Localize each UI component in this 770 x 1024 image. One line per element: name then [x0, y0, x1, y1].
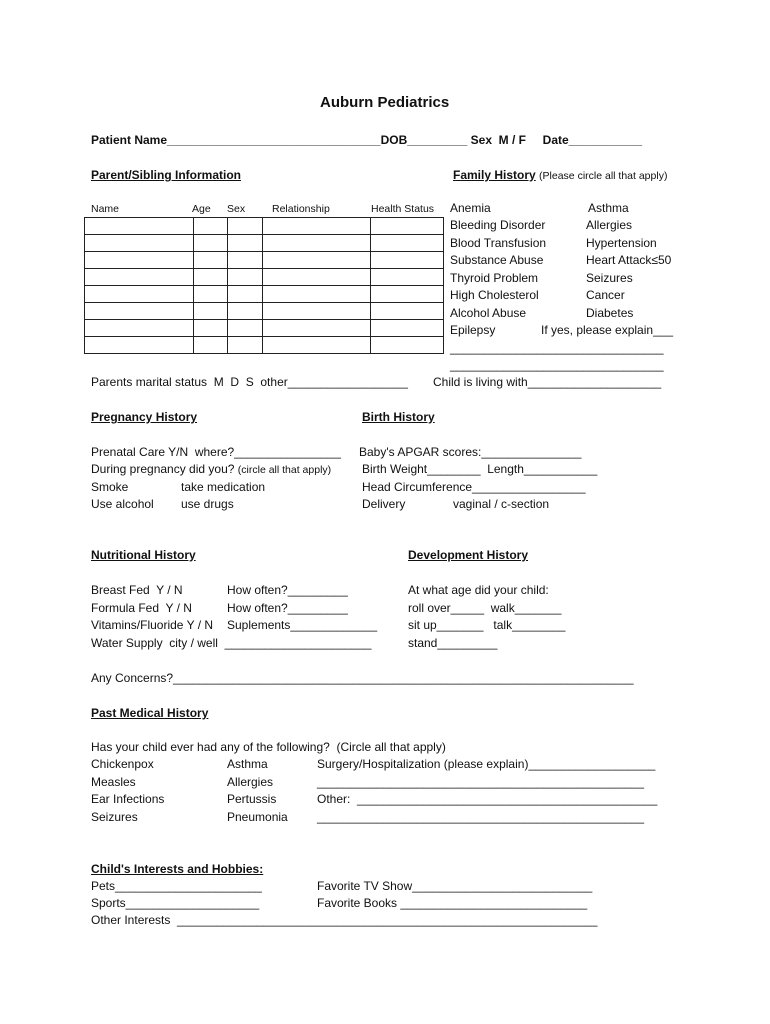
condition: Ear Infections	[91, 792, 165, 806]
table-row	[85, 235, 444, 252]
table-row	[85, 286, 444, 303]
take-medication: take medication	[181, 480, 266, 494]
suplements: Suplements_____________	[227, 618, 378, 632]
other-line: Other: _____________________________________________	[317, 792, 658, 806]
table-cell[interactable]	[85, 269, 194, 286]
table-cell[interactable]	[85, 235, 194, 252]
table-cell[interactable]	[228, 320, 263, 337]
use-alcohol: Use alcohol	[91, 497, 154, 511]
condition: Measles	[91, 775, 136, 789]
birth-weight: Birth Weight________ Length___________	[362, 462, 598, 476]
table-cell[interactable]	[371, 320, 444, 337]
surgery-hospitalization: Surgery/Hospitalization (please explain)___________________	[317, 757, 656, 771]
family-item: Bleeding Disorder	[450, 218, 546, 232]
family-item: Alcohol Abuse	[450, 306, 527, 320]
water-supply: Water Supply city / well ______________________	[91, 636, 372, 650]
table-cell[interactable]	[194, 252, 228, 269]
table-cell[interactable]	[228, 303, 263, 320]
table-cell[interactable]	[228, 269, 263, 286]
table-cell[interactable]	[228, 252, 263, 269]
table-cell[interactable]	[85, 252, 194, 269]
sports: Sports____________________	[91, 896, 260, 910]
family-item: Allergies	[586, 218, 633, 232]
table-cell[interactable]	[85, 218, 194, 235]
table-cell[interactable]	[194, 269, 228, 286]
table-cell[interactable]	[371, 252, 444, 269]
condition: Pneumonia	[227, 810, 288, 824]
table-row	[85, 320, 444, 337]
development-heading: Development History	[408, 548, 529, 562]
interests-heading: Child's Interests and Hobbies:	[91, 862, 264, 876]
col-sex: Sex	[227, 203, 246, 215]
page-title: Auburn Pediatrics	[320, 94, 450, 111]
table-cell[interactable]	[228, 218, 263, 235]
patient-info-line: Patient Name________________________________DOB_________ Sex M / F Date___________	[91, 133, 643, 147]
col-relationship: Relationship	[272, 203, 330, 215]
condition: Chickenpox	[91, 757, 154, 771]
table-cell[interactable]	[263, 303, 371, 320]
family-item: Seizures	[586, 271, 633, 285]
family-explain-line: ________________________________	[450, 358, 664, 372]
family-explain: If yes, please explain___	[541, 323, 674, 337]
condition: Asthma	[227, 757, 268, 771]
family-history-note: (Please circle all that apply)	[539, 170, 668, 182]
family-item: High Cholesterol	[450, 288, 539, 302]
favorite-tv: Favorite TV Show___________________________	[317, 879, 593, 893]
family-item: Thyroid Problem	[450, 271, 539, 285]
table-row	[85, 337, 444, 354]
delivery-options: vaginal / c-section	[453, 497, 550, 511]
any-concerns: Any Concerns?_____________________________________________________________________	[91, 671, 634, 685]
table-row	[85, 218, 444, 235]
stand: stand_________	[408, 636, 498, 650]
family-item: Hypertension	[586, 236, 657, 250]
table-cell[interactable]	[194, 286, 228, 303]
table-cell[interactable]	[194, 235, 228, 252]
development-question: At what age did your child:	[408, 583, 549, 597]
delivery: Delivery	[362, 497, 406, 511]
table-cell[interactable]	[85, 337, 194, 354]
during-pregnancy-wrap	[91, 462, 331, 477]
other-line-2: _________________________________________________	[317, 810, 645, 824]
table-cell[interactable]	[194, 337, 228, 354]
family-item: Heart Attack≤50	[586, 253, 672, 267]
table-cell[interactable]	[228, 286, 263, 303]
living-with-line: Child is living with____________________	[433, 375, 662, 389]
table-cell[interactable]	[85, 320, 194, 337]
condition: Allergies	[227, 775, 274, 789]
surgery-line: _________________________________________________	[317, 775, 645, 789]
family-item: Diabetes	[586, 306, 634, 320]
family-item: Anemia	[450, 201, 491, 215]
table-cell[interactable]	[228, 337, 263, 354]
family-item: Cancer	[586, 288, 625, 302]
parent-sibling-heading: Parent/Sibling Information	[91, 168, 242, 182]
parent-sibling-table	[84, 217, 444, 354]
table-row	[85, 252, 444, 269]
use-drugs: use drugs	[181, 497, 234, 511]
favorite-books: Favorite Books ____________________________	[317, 896, 588, 910]
table-cell[interactable]	[371, 269, 444, 286]
pregnancy-heading: Pregnancy History	[91, 410, 198, 424]
table-cell[interactable]	[371, 303, 444, 320]
table-cell[interactable]	[263, 337, 371, 354]
table-cell[interactable]	[371, 235, 444, 252]
table-cell[interactable]	[228, 235, 263, 252]
prenatal-care: Prenatal Care Y/N where?________________	[91, 445, 341, 459]
condition: Pertussis	[227, 792, 277, 806]
table-cell[interactable]	[263, 235, 371, 252]
table-cell[interactable]	[371, 218, 444, 235]
table-cell[interactable]	[194, 320, 228, 337]
past-medical-question: Has your child ever had any of the following? (Circle all that apply)	[91, 740, 446, 754]
table-cell[interactable]	[85, 286, 194, 303]
family-explain-line: ________________________________	[450, 341, 664, 355]
table-cell[interactable]	[371, 337, 444, 354]
marital-status-line: Parents marital status M D S other__________________	[91, 375, 408, 389]
table-row	[85, 303, 444, 320]
table-cell[interactable]	[194, 218, 228, 235]
birth-heading: Birth History	[362, 410, 435, 424]
table-cell[interactable]	[85, 303, 194, 320]
condition: Seizures	[91, 810, 138, 824]
smoke: Smoke	[91, 480, 129, 494]
during-pregnancy: During pregnancy did you?	[91, 462, 235, 476]
table-cell[interactable]	[263, 218, 371, 235]
table-cell[interactable]	[263, 286, 371, 303]
head-circumference: Head Circumference_________________	[362, 480, 586, 494]
past-medical-heading: Past Medical History	[91, 706, 209, 720]
apgar-scores: Baby's APGAR scores:_______________	[359, 445, 582, 459]
table-cell[interactable]	[263, 269, 371, 286]
table-cell[interactable]	[263, 252, 371, 269]
formula-fed: Formula Fed Y / N	[91, 601, 192, 615]
table-cell[interactable]	[194, 303, 228, 320]
how-often-2: How often?_________	[227, 601, 348, 615]
pets: Pets______________________	[91, 879, 262, 893]
sit-talk: sit up_______ talk________	[408, 618, 566, 632]
family-item: Epilepsy	[450, 323, 496, 337]
during-pregnancy-note: (circle all that apply)	[237, 464, 332, 476]
col-name: Name	[91, 203, 120, 215]
breast-fed: Breast Fed Y / N	[91, 583, 183, 597]
family-history-heading: Family History	[453, 168, 536, 182]
family-history-heading-wrap	[453, 168, 667, 183]
col-age: Age	[192, 203, 211, 215]
roll-walk: roll over_____ walk_______	[408, 601, 562, 615]
vitamins: Vitamins/Fluoride Y / N	[91, 618, 214, 632]
col-health-status: Health Status	[371, 203, 435, 215]
family-item: Asthma	[588, 201, 629, 215]
other-interests: Other Interests _______________________________________________________________	[91, 913, 598, 927]
table-cell[interactable]	[263, 320, 371, 337]
table-row	[85, 269, 444, 286]
table-cell[interactable]	[371, 286, 444, 303]
family-item: Blood Transfusion	[450, 236, 547, 250]
how-often-1: How often?_________	[227, 583, 348, 597]
nutrition-heading: Nutritional History	[91, 548, 196, 562]
family-item: Substance Abuse	[450, 253, 544, 267]
